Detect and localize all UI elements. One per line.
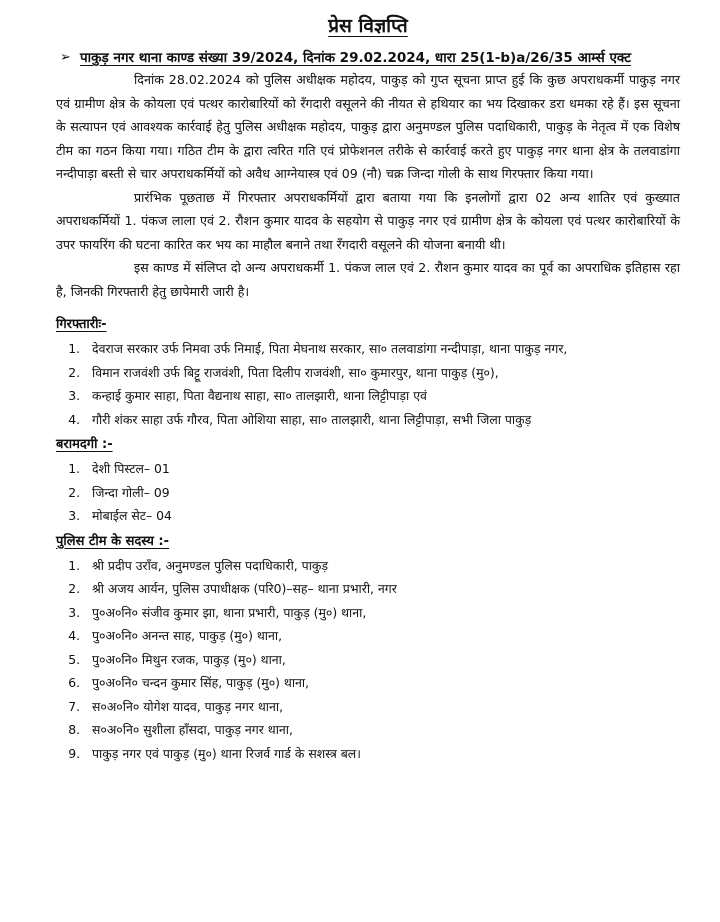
- paragraph-3: इस काण्ड में संलिप्त दो अन्य अपराधकर्मी 1. पंकज लाल एवं 2. रौशन कुमार यादव का पूर्व का अपराधिक इतिहास रहा है, जिनकी गिरफ्तारी हेतु छापेमारी जारी है।: [56, 260, 680, 299]
- list-item: 2. जिन्दा गोली– 09: [84, 481, 680, 505]
- list-item: 7. स०अ०नि० योगेश यादव, पाकुड़ नगर थाना,: [84, 695, 680, 719]
- list-item: 8. स०अ०नि० सुशीला हाँसदा, पाकुड़ नगर थाना,: [84, 718, 680, 742]
- paragraph-1: दिनांक 28.02.2024 को पुलिस अधीक्षक महोदय, पाकुड़ को गुप्त सूचना प्राप्त हुई कि कुछ अपराधकर्मी पाकुड़ नगर एवं ग्रामीण क्षेत्र के कोयला एवं पत्थर कारोबारियों को रँगदारी वसूलने की नीयत से हथियार का भय दिखाकर डरा धमका रहे हैं। इस सूचना के सत्यापन एवं आवश्यक कार्रवाई हेतु पुलिस अधीक्षक महोदय, पाकुड़ द्वारा अनुमण्डल पुलिस पदाधिकारी, पाकुड़ के नेतृत्व में एक विशेष टीम का गठन किया गया। गठित टीम के द्वारा त्वरित गति एवं प्रोफेशनल तरीके से कार्रवाई करते हुए पाकुड़ नगर थाना क्षेत्र के तलवाडांगा नन्दीपाड़ा बस्ती से चार अपराधकर्मियों को अवैध आग्नेयास्त्र एवं 09 (नौ) चक्र जिन्दा गोली के साथ गिरफ्तार किया गया।: [56, 72, 680, 181]
- paragraph-2: प्रारंभिक पूछताछ में गिरफ्तार अपराधकर्मियों द्वारा बताया गया कि इनलोगों द्वारा 02 अन्य शातिर एवं कुख्यात अपराधकर्मियों 1. पंकज लाला एवं 2. रौशन कुमार यादव के सहयोग से पाकुड़ नगर एवं ग्रामीण क्षेत्र के कोयला एवं पत्थर कारोबारियों के उपर फायरिंग की घटना कारित कर भय का माहौल बनाने तथा रँगदारी वसूलने की योजना बनायी थी।: [56, 189, 680, 252]
- list-item: 9. पाकुड़ नगर एवं पाकुड़ (मु०) थाना रिजर्व गार्ड के सशस्त्र बल।: [84, 742, 680, 766]
- list-item: 3. मोबाईल सेट– 04: [84, 504, 680, 528]
- list-item: 1. श्री प्रदीप उराँव, अनुमण्डल पुलिस पदाधिकारी, पाकुड़: [84, 554, 680, 578]
- arrow-bullet-icon: ➢: [60, 50, 71, 65]
- police-team-heading: पुलिस टीम के सदस्य :-: [56, 533, 170, 549]
- recovery-heading: बरामदगी :-: [56, 437, 113, 452]
- arrests-list: [56, 337, 680, 431]
- list-item: 2. श्री अजय आर्यन, पुलिस उपाधीक्षक (परि0)–सह– थाना प्रभारी, नगर: [84, 577, 680, 601]
- case-heading: [60, 48, 680, 68]
- list-item: 4. पु०अ०नि० अनन्त साह, पाकुड़ (मु०) थाना,: [84, 624, 680, 648]
- arrests-heading: गिरफ्तारीः-: [56, 317, 107, 332]
- list-item: 5. पु०अ०नि० मिथुन रजक, पाकुड़ (मु०) थाना,: [84, 648, 680, 672]
- case-heading-text: पाकुड़ नगर थाना काण्ड संख्या 39/2024, दिनांक 29.02.2024, धारा 25(1-b)a/26/35 आर्म्स एक्ट: [80, 50, 632, 66]
- list-item: 1. देशी पिस्टल– 01: [84, 457, 680, 481]
- recovery-list: [56, 457, 680, 528]
- list-item: 1. देवराज सरकार उर्फ निमवा उर्फ निमाई, पिता मेघनाथ सरकार, सा० तलवाडांगा नन्दीपाड़ा, थाना पाकुड़ नगर,: [84, 337, 680, 361]
- page-title: प्रेस विज्ञप्ति: [328, 15, 408, 37]
- list-item: 3. कन्हाई कुमार साहा, पिता वैद्यनाथ साहा, सा० तालझारी, थाना लिट्टीपाड़ा एवं: [84, 384, 680, 408]
- list-item: 4. गौरी शंकर साहा उर्फ गौरव, पिता ओशिया साहा, सा० तालझारी, थाना लिट्टीपाड़ा, सभी जिला पाकुड़: [84, 408, 680, 432]
- police-team-list: [56, 554, 680, 766]
- list-item: 2. विमान राजवंशी उर्फ बिट्टू राजवंशी, पिता दिलीप राजवंशी, सा० कुमारपुर, थाना पाकुड़ (मु०),: [84, 361, 680, 385]
- list-item: 6. पु०अ०नि० चन्दन कुमार सिंह, पाकुड़ (मु०) थाना,: [84, 671, 680, 695]
- list-item: 3. पु०अ०नि० संजीव कुमार झा, थाना प्रभारी, पाकुड़ (मु०) थाना,: [84, 601, 680, 625]
